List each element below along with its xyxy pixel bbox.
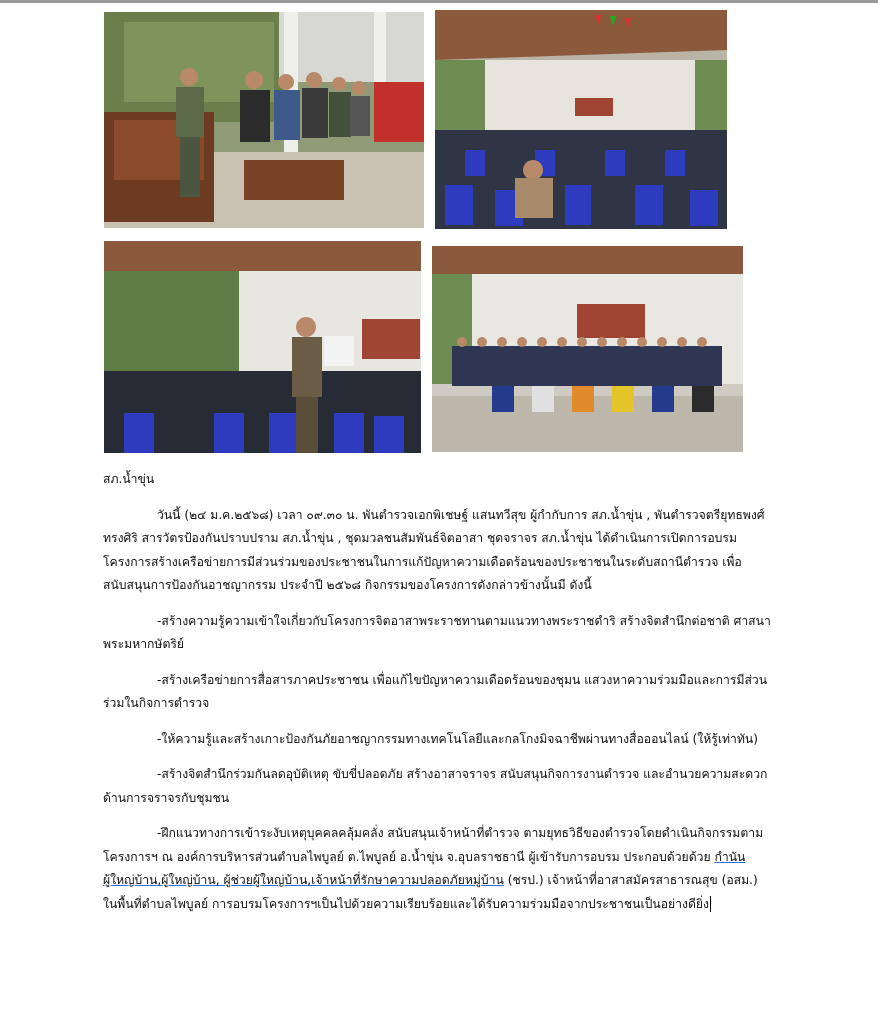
photo-officials-seated — [104, 12, 424, 228]
paragraph-main: วันนี้ (๒๔ ม.ค.๒๕๖๘) เวลา ๐๙.๓๐ น. พันตำรวจเอกพิเชษฐ์ แสนทวีสุข ผู้กำกับการ สภ.น้ำขุ่น , พันตำรวจตรียุทธพงศ์ ทรงศิริ สารวัตรป้องกันปราบปราม สภ.น้ำขุ่น , ชุดมวลชนสัมพันธ์จิตอาสา ชุดจราจร สภ.น้ำขุ่น ได้ดำเนินการเปิดการอบรมโครงการสร้างเครือข่ายการมีส่วนร่วมของประชาชนในการแก้ปัญหาความเดือดร้อนของประชาชนในระดับสถานีตำรวจ เพื่อสนับสนุนการป้องกันอาชญากรรม ประจำปี ๒๕๖๘ กิจกรรมของโครงการดังกล่าวข้างนั้นมี ดังนี้ — [103, 507, 765, 592]
bullet-item-5 — [103, 822, 771, 916]
bullet-item-5-text-b: (ชรป.) เจ้าหน้าที่อาสาสมัครสาธารณสุข (อสม.) ในพื้นที่ตำบลไพบูลย์ การอบรมโครงการฯเป็นไปด้วยความเรียบร้อยและได้รับความร่วมมือจากประชาชนเป็นอย่างดียิ่ง — [103, 873, 758, 911]
photo-officer-speaking — [104, 241, 421, 453]
bullet-item-5-text-a: -ฝึกแนวทางการเข้าระงับเหตุบุคคลคลุ้มคลั่ง สนับสนุนเจ้าหน้าที่ตำรวจ ตามยุทธวิธีของตำรวจโดยดำเนินกิจกรรมตามโครงการฯ ณ องค์การบริหารส่วนตำบลไพบูลย์ ต.ไพบูลย์ อ.น้ำขุ่น จ.อุบลราชธานี ผู้เข้ารับการอบรม ประกอบด้วยด้วย — [103, 826, 764, 864]
photo-training-hall-audience — [435, 10, 727, 229]
text-cursor — [710, 896, 711, 912]
unit-name: สภ.น้ำขุ่น — [103, 472, 155, 486]
bullet-item-2: -สร้างเครือข่ายการสื่อสารภาคประชาชน เพื่อแก้ไขปัญหาความเดือดร้อนของชุมน แสวงหาความร่วมมือและการมีส่วนร่วมในกิจการตำรวจ — [103, 672, 768, 710]
bullet-item-1: -สร้างความรู้ความเข้าใจเกี่ยวกับโครงการจิตอาสาพระราชทานตามแนวทางพระราชดำริ สร้างจิตสำนึกต่อชาติ ศาสนา พระมหากษัตริย์ — [103, 613, 771, 651]
bullet-item-4: -สร้างจิตสำนึกร่วมกันลดอุบัติเหตุ ขับขี่ปลอดภัย สร้างอาสาจราจร สนับสนุนกิจการงานตำรวจ และอำนวยความสะดวกด้านการจราจรกับชุมชน — [103, 767, 768, 805]
window-top-border — [0, 0, 878, 3]
bullet-item-3: -ให้ความรู้และสร้างเกาะป้องกันภัยอาชญากรรมทางเทคโนโลยีและกลโกงมิจฉาชีพผ่านทางสื่อออนไลน์ (ให้รู้เท่าทัน) — [157, 731, 759, 746]
participants-link-text: กำนันผู้ใหญ่บ้าน,ผู้ใหญ่บ้าน, ผู้ช่วยผู้ใหญ่บ้าน,เจ้าหน้าที่รักษาความปลอดภัยหมู่บ้าน — [103, 849, 746, 887]
photo-group-participants — [432, 246, 743, 452]
document-body — [103, 468, 771, 928]
